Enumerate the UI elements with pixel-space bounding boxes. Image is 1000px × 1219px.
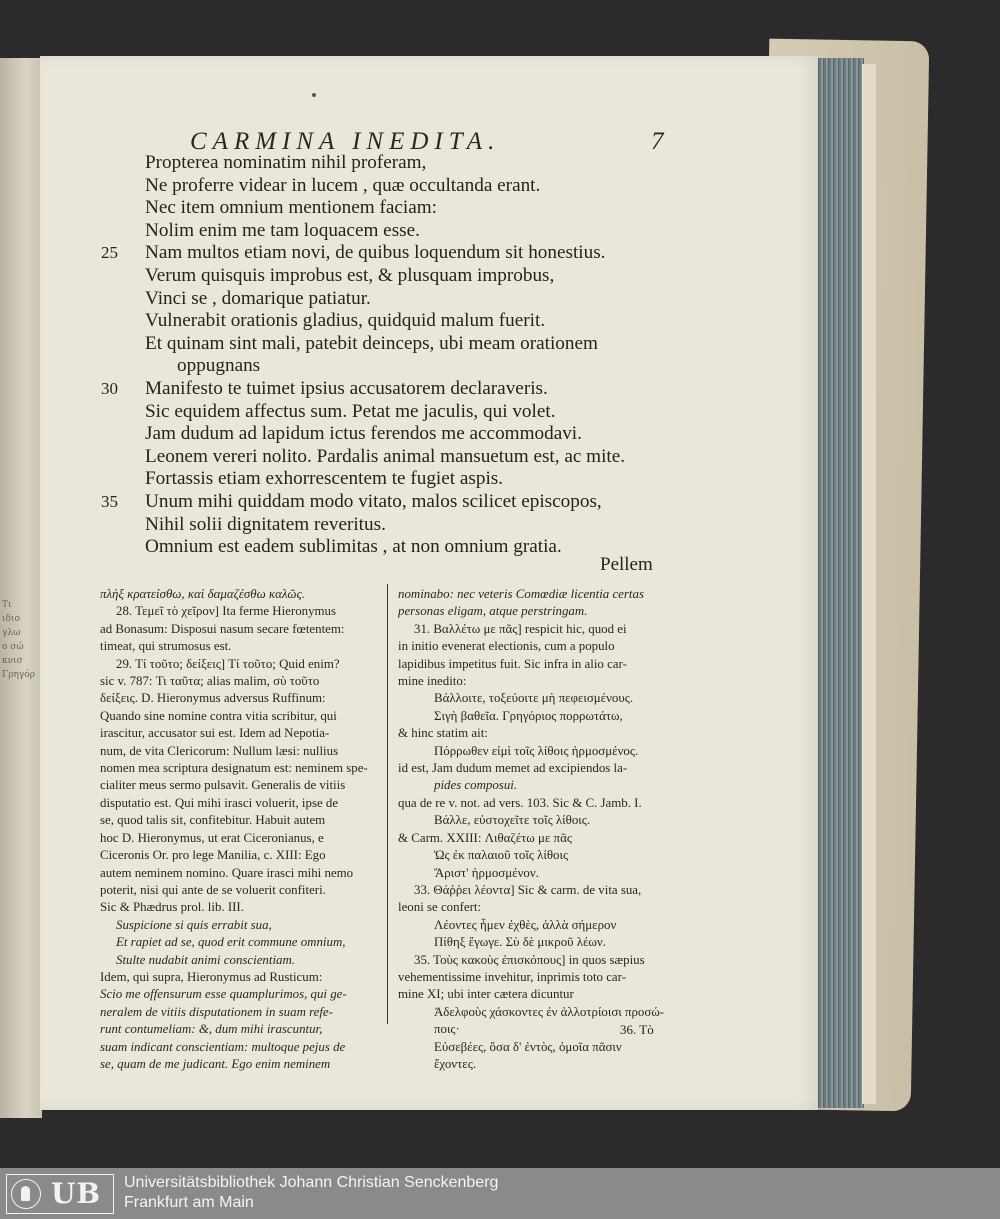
notes-column-right: [398, 586, 664, 1073]
note-line: Stulte nudabit animi conscientiam.: [116, 952, 296, 967]
note-line: 31. Βαλλέτω με πᾶς] respicit hic, quod ei: [414, 621, 627, 636]
note-line: Σιγὴ βαθεῖα. Γρηγόριος πορρωτάτω,: [434, 708, 623, 723]
note-line: Ἄριστ' ἡρμοσμένον.: [434, 865, 539, 880]
margin-fragment: κνισ: [2, 656, 23, 666]
verse-text: Sic equidem affectus sum. Petat me jaculis, qui volet.: [145, 400, 556, 422]
footnote-catchword: 36. Τὸ: [620, 1022, 654, 1037]
margin-fragment: ο σώ: [2, 642, 24, 652]
verse-text: Fortassis etiam exhorrescentem te fugiet aspis.: [145, 468, 504, 490]
verse-text: Nec item omnium mentionem faciam:: [145, 197, 437, 219]
note-line: nomen mea scriptura designatum est: neminem spe-: [100, 761, 368, 776]
verse-text: Ne proferre videar in lucem , quæ occultanda erant.: [145, 174, 541, 196]
note-line: Suspicione si quis errabit sua,: [116, 917, 272, 932]
verse-line: [145, 175, 670, 198]
margin-fragment: Γρηγόρ: [2, 670, 36, 680]
note-line: timeat, qui strumosus est.: [100, 639, 232, 654]
note-line: disputatio est. Qui mihi irasci voluerit, ipse de: [100, 795, 339, 810]
note-line: Idem, qui supra, Hieronymus ad Rusticum:: [100, 969, 323, 984]
note-line: poterit, nisi qui ante de se voluerit confiteri.: [100, 882, 326, 897]
page-edges-outer: [862, 64, 876, 1104]
note-line: Πίθηξ ἔγωγε. Σὺ δὲ μικροῦ λέων.: [434, 935, 606, 950]
note-line: lapidibus impetitus fuit. Sic infra in alio car-: [398, 656, 627, 671]
column-rule: [387, 584, 388, 1024]
note-line: Εὐσεβέες, ὅσα δ' ἐντὸς, ὁμοῖα πᾶσιν: [434, 1039, 622, 1054]
verse-line: [101, 377, 670, 401]
verse-text: Leonem vereri nolito. Pardalis animal mansuetum est, ac mite.: [145, 445, 626, 467]
note-line: Ἀδελφοὺς χάσκοντες ἐν ἀλλοτρίοισι προσώ-: [434, 1004, 664, 1019]
note-line: num, de vita Clericorum: Nullum læsi: nullius: [100, 743, 339, 758]
seal-icon: [11, 1179, 41, 1209]
note-line: Sic & Phædrus prol. lib. III.: [100, 900, 244, 915]
verse-text: Omnium est eadem sublimitas , at non omnium gratia.: [145, 536, 562, 558]
note-line: 33. Θάῤῥει λέοντα] Sic & carm. de vita sua,: [414, 882, 642, 897]
note-line: id est, Jam dudum memet ad excipiendos la-: [398, 761, 628, 776]
verse-text: Nam multos etiam novi, de quibus loquendum sit honestius.: [145, 242, 606, 264]
note-line: 35. Τοὺς κακοὺς ἐπισκόπους] in quos sæpius: [414, 952, 645, 967]
note-line: runt contumeliam: &, dum mihi irascuntur,: [100, 1022, 323, 1037]
verse-line: [145, 197, 670, 220]
note-line: mine inedito:: [398, 674, 467, 689]
note-line: in initio evenerat electionis, cum a populo: [398, 639, 615, 654]
note-line: ποις·: [434, 1022, 460, 1037]
verse-text: Propterea nominatim nihil proferam,: [145, 152, 427, 173]
note-line: 28. Τεμεῖ τὸ χεῖρον] Ita ferme Hieronymus: [116, 604, 337, 619]
verse-line: [145, 423, 670, 446]
note-line: pides composui.: [434, 778, 518, 793]
verse-line: [145, 355, 670, 378]
printer-mark: [312, 93, 316, 97]
note-line: vehementissime invehitur, inprimis toto car-: [398, 969, 626, 984]
verse-line: [145, 401, 670, 424]
note-line: personas eligam, atque perstringam.: [398, 604, 588, 619]
logo-text: UB: [51, 1177, 102, 1210]
note-line: 29. Τί τοῦτο; δείξεις] Τί τοῦτο; Quid enim?: [116, 656, 340, 671]
left-page-margin-text: [2, 598, 36, 682]
institution-name: Universitätsbibliothek Johann Christian Senckenberg: [124, 1174, 499, 1191]
note-line: πλὴξ κρατείσθω, καὶ δαμαζέσθω καλῶς.: [100, 587, 305, 601]
verse-line: [145, 514, 670, 537]
verse-text: Jam dudum ad lapidum ictus ferendos me accommodavi.: [145, 423, 582, 445]
library-banner: [0, 1168, 1000, 1219]
line-number: 30: [101, 378, 118, 398]
page-edges: [814, 58, 864, 1108]
left-page-edge: [0, 58, 42, 1118]
note-line: se, quam de me judicant. Ego enim neminem: [100, 1056, 331, 1071]
note-line: Et rapiet ad se, quod erit commune omnium,: [116, 935, 346, 950]
verse-line: [145, 288, 670, 311]
note-line: leoni se confert:: [398, 900, 482, 915]
note-line: Ὡς ἐκ παλαιοῦ τοῖς λίθοις: [434, 848, 569, 863]
note-line: δείξεις. D. Hieronymus adversus Ruffinum:: [100, 691, 326, 706]
note-line: suam indicant conscientiam: multoque pejus de: [100, 1039, 346, 1054]
verse-line: [145, 446, 670, 469]
catchword: Pellem: [600, 554, 653, 575]
running-title: CARMINA INEDITA.: [190, 128, 501, 155]
ub-logo: [6, 1174, 114, 1214]
verse-text: Verum quisquis improbus est, & plusquam improbus,: [145, 264, 555, 286]
note-line: irascitur, accusator sui est. Idem ad Nepotia-: [100, 726, 330, 741]
verse-text: Unum mihi quiddam modo vitato, malos scilicet episcopos,: [145, 490, 602, 512]
verse-text: Manifesto te tuimet ipsius accusatorem declaraveris.: [145, 377, 548, 399]
note-line: qua de re v. not. ad vers. 103. Sic & C. Jamb. I.: [398, 795, 642, 810]
note-line: sic v. 787: Τι ταῦτα; alias malim, σὺ τοῦτο: [100, 674, 320, 689]
verse-line: [101, 490, 670, 514]
note-line: Quando sine nomine contra vitia scribitur, qui: [100, 708, 337, 723]
margin-fragment: γλω: [2, 628, 21, 638]
verse-line: [145, 310, 670, 333]
verse-line: [145, 265, 670, 288]
note-line: Πόρρωθεν εἰμὶ τοῖς λίθοις ἡρμοσμένος.: [434, 743, 639, 758]
note-line: Βάλλοιτε, τοξεύοιτε μὴ πεφεισμένους.: [434, 691, 634, 706]
verse-text: oppugnans: [177, 355, 261, 377]
note-line: Λέοντες ἦμεν ἐχθὲς, ἀλλὰ σήμερον: [434, 917, 617, 932]
verse-line: [145, 468, 670, 491]
line-number: 25: [101, 243, 118, 263]
note-line: & hinc statim ait:: [398, 726, 488, 741]
verse-text: Vulnerabit orationis gladius, quidquid malum fuerit.: [145, 310, 546, 332]
verse-text: Nolim enim me tam loquacem esse.: [145, 219, 420, 241]
margin-fragment: ιδιο: [2, 614, 20, 624]
note-line: se, quod talis sit, confitebitur. Habuit autem: [100, 813, 326, 828]
notes-column-left: [100, 586, 380, 1073]
institution-city: Frankfurt am Main: [124, 1194, 254, 1211]
note-line: autem neminem nomino. Quare irasci mihi nemo: [100, 865, 354, 880]
verse-line: [101, 242, 670, 265]
note-line: Scio me offensurum esse quamplurimos, qui ge-: [100, 987, 347, 1002]
note-line: nominabo: nec veteris Comœdiæ licentia certas: [398, 587, 644, 601]
note-line: & Carm. XXIII: Λιθαζέτω με πᾶς: [398, 830, 572, 845]
verse-text: Nihil solii dignitatem reveritus.: [145, 513, 386, 535]
note-line: ἔχοντες.: [434, 1056, 477, 1071]
margin-fragment: Τι: [2, 600, 12, 610]
verse-line: [145, 152, 670, 175]
line-number: 35: [101, 491, 118, 511]
verse-line: [145, 536, 670, 559]
note-line: ad Bonasum: Disposui nasum secare fœtentem:: [100, 621, 345, 636]
note-line: neralem de vitiis disputationem in suam refe-: [100, 1004, 333, 1019]
verse-line: [145, 220, 670, 243]
verse-block: [101, 152, 670, 559]
note-line: mine XI; ubi inter cætera dicuntur: [398, 987, 574, 1002]
note-line: cialiter meus sermo pulsavit. Generalis de vitiis: [100, 778, 346, 793]
note-line: Βάλλε, εὐστοχεῖτε τοῖς λίθοις.: [434, 813, 591, 828]
note-line: Ciceronis Or. pro lege Manilia, c. XIII: Ego: [100, 848, 326, 863]
verse-text: Et quinam sint mali, patebit deinceps, ubi meam orationem: [145, 332, 598, 354]
verse-text: Vinci se , domarique patiatur.: [145, 287, 371, 309]
verse-line: [145, 333, 670, 356]
page-number: 7: [651, 128, 664, 155]
note-line: hoc D. Hieronymus, ut erat Ciceronianus, e: [100, 830, 324, 845]
